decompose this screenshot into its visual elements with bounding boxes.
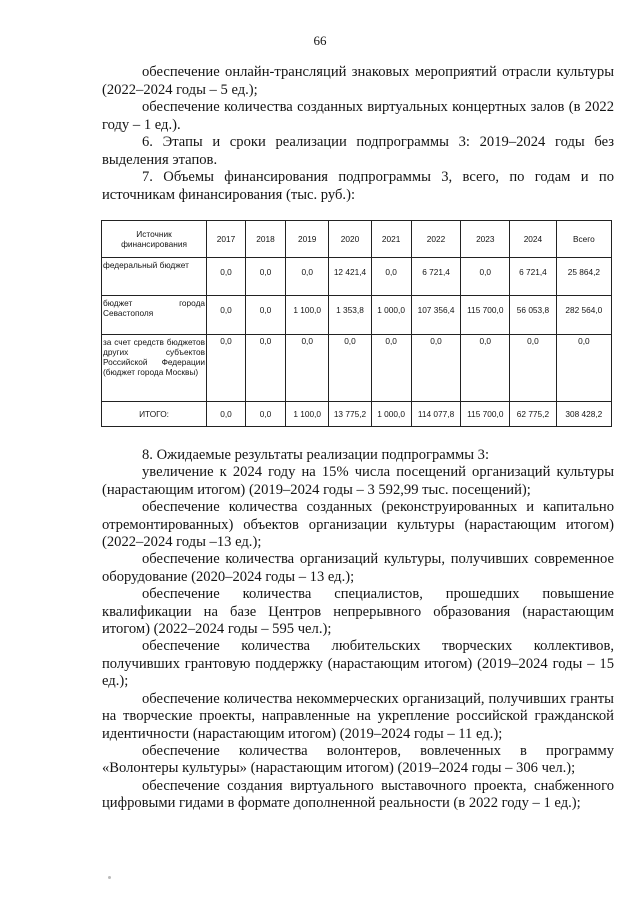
table-cell: 1 100,0 [286,402,329,427]
table-cell: 0,0 [371,335,411,402]
table-cell: 0,0 [461,335,510,402]
table-header-cell: 2023 [461,221,510,258]
financing-table [101,220,612,427]
table-cell: 107 356,4 [411,296,461,335]
paragraph: обеспечение онлайн-трансляций знаковых мероприятий отрасли культуры (2022–2024 годы – 5 ед.); [102,64,614,98]
paragraph: обеспечение создания виртуального выставочного проекта, снабженного цифровыми гидами в формате дополненной реальности (в 2022 году – 1 ед.); [102,777,614,812]
paragraph: 7. Объемы финансирования подпрограммы 3, всего, по годам и по источникам финансирования (тыс. руб.): [102,169,614,203]
table-cell: 0,0 [207,258,246,296]
table-header-cell: 2017 [207,221,246,258]
table-cell: 0,0 [246,402,286,427]
table-cell: 0,0 [246,296,286,335]
table-cell-source: федеральный бюджет [102,258,207,296]
table-cell: 1 000,0 [371,402,411,427]
table-header-cell: 2024 [510,221,557,258]
table-cell: 0,0 [461,258,510,296]
table-cell: 0,0 [556,335,611,402]
table-row [102,335,612,402]
table-header-cell: 2018 [246,221,286,258]
table-row [102,258,612,296]
table-cell: 62 775,2 [510,402,557,427]
table-header-cell: Всего [556,221,611,258]
paragraph: обеспечение количества специалистов, прошедших повышение квалификации на базе Центров непрерывного образования (нарастающим итогом) (2022–2024 годы – 595 чел.); [102,586,614,638]
text-block-bottom [102,447,614,813]
table-row-total [102,402,612,427]
table-cell: 0,0 [286,258,329,296]
table-cell: 1 353,8 [329,296,371,335]
table-cell: 115 700,0 [461,402,510,427]
table-cell: 13 775,2 [329,402,371,427]
table-cell: 115 700,0 [461,296,510,335]
table-cell: 0,0 [286,335,329,402]
table-cell: 0,0 [329,335,371,402]
paragraph: обеспечение количества некоммерческих организаций, получивших гранты на творческие проекты, направленные на укрепление российской гражданской идентичности (нарастающим итогом) (2019–2024 годы – 11 ед.); [102,690,614,742]
table-cell: 56 053,8 [510,296,557,335]
table-cell: 1 000,0 [371,296,411,335]
table-cell: 114 077,8 [411,402,461,427]
paragraph: обеспечение количества созданных (реконструированных и капитально отремонтированных) объектов организации культуры (нарастающим итогом) (2022–2024 годы –13 ед.); [102,499,614,551]
table-cell: 12 421,4 [329,258,371,296]
text-block-top [102,64,614,204]
table-cell: 0,0 [207,335,246,402]
paragraph: обеспечение количества волонтеров, вовлеченных в программу «Волонтеры культуры» (нарастающим итогом) (2019–2024 годы – 306 чел.); [102,742,614,777]
table-cell-total-label: ИТОГО: [102,402,207,427]
scan-speck [108,876,111,879]
paragraph: увеличение к 2024 году на 15% числа посещений организаций культуры (нарастающим итогом) (2019–2024 годы – 3 592,99 тыс. посещений); [102,464,614,498]
page-number: 66 [313,33,327,48]
paragraph: 8. Ожидаемые результаты реализации подпрограммы 3: [142,447,490,463]
table-header-cell: 2019 [286,221,329,258]
paragraph: 6. Этапы и сроки реализации подпрограммы 3: 2019–2024 годы без выделения этапов. [102,134,614,168]
paragraph: обеспечение количества любительских творческих коллективов, получивших грантовую поддержку (нарастающим итогом) (2019–2024 годы – 15 ед.); [102,638,614,690]
table-header-row [102,221,612,258]
table-header-cell: Источник финансирования [102,221,207,258]
table-cell: 308 428,2 [556,402,611,427]
table-cell: 25 864,2 [556,258,611,296]
table-cell: 282 564,0 [556,296,611,335]
table-cell: 0,0 [207,402,246,427]
table-cell-source: за счет средств бюджетов других субъектов Российской Федерации (бюджет города Москвы) [102,335,207,402]
table-header-cell: 2022 [411,221,461,258]
table-header-cell: 2020 [329,221,371,258]
paragraph: обеспечение количества организаций культуры, получивших современное оборудование (2020–2024 годы – 13 ед.); [102,551,614,585]
table-cell: 0,0 [411,335,461,402]
table-cell: 0,0 [246,335,286,402]
table-cell: 6 721,4 [411,258,461,296]
table-cell: 0,0 [246,258,286,296]
table-cell-source: бюджет города Севастополя [102,296,207,335]
table-row [102,296,612,335]
table-cell: 0,0 [510,335,557,402]
table-cell: 0,0 [207,296,246,335]
table-cell: 6 721,4 [510,258,557,296]
paragraph: обеспечение количества созданных виртуальных концертных залов (в 2022 году – 1 ед.). [102,99,614,133]
table-header-cell: 2021 [371,221,411,258]
table-cell: 1 100,0 [286,296,329,335]
table-cell: 0,0 [371,258,411,296]
